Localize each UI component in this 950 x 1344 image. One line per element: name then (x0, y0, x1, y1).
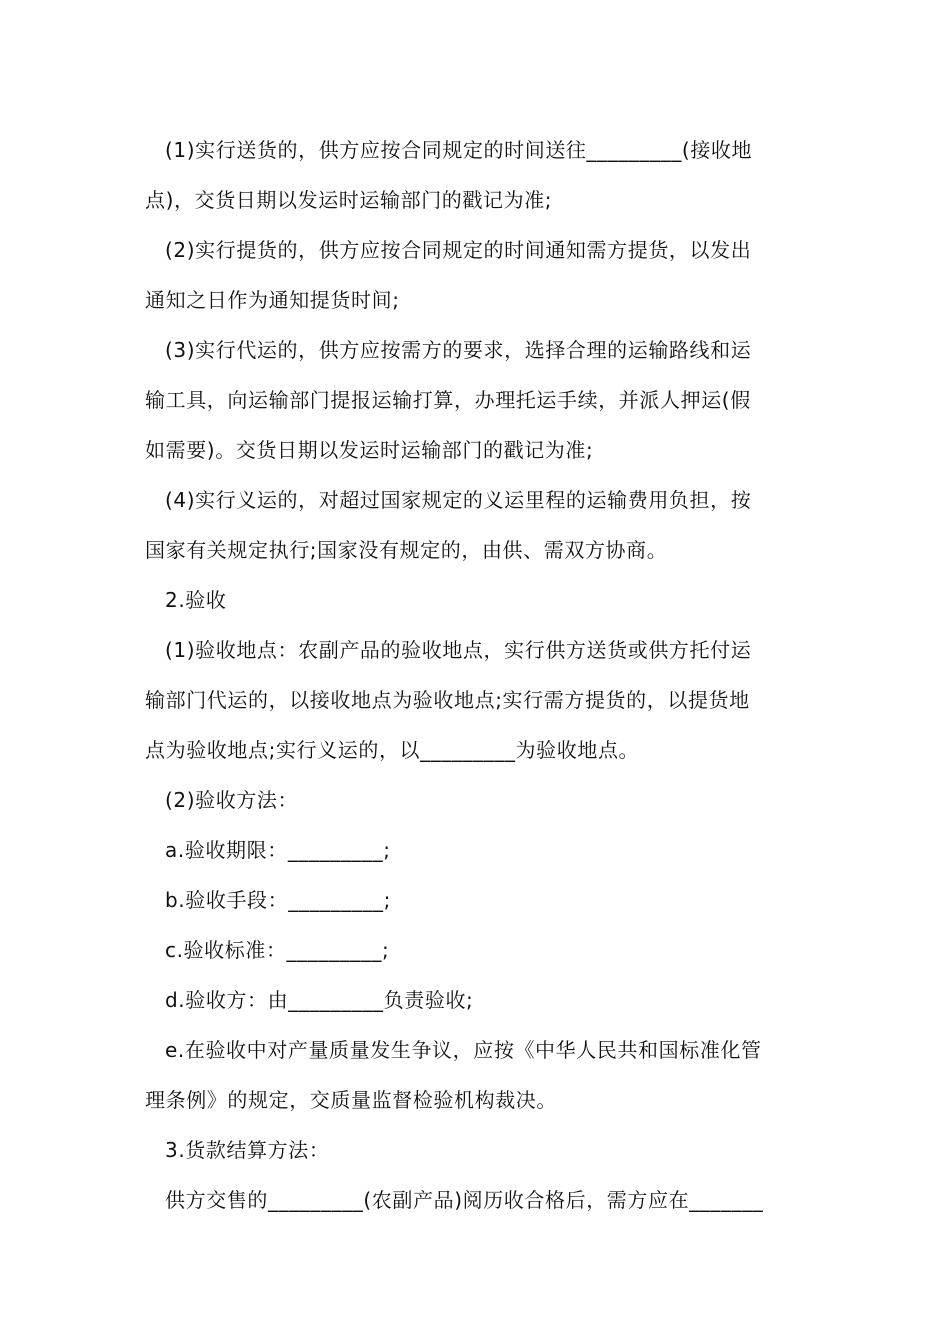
paragraph-line: 输工具，向运输部门提报运输打算，办理托运手续，并派人押运(假 (145, 388, 751, 412)
paragraph-line: 供方交售的_________(农副产品)阅历收合格后，需方应在_______ (165, 1188, 764, 1212)
paragraph-line: 如需要)。交货日期以发运时运输部门的戳记为准; (145, 438, 594, 462)
list-item: b.验收手段：_________; (165, 888, 391, 912)
list-item: c.验收标准：_________; (165, 938, 390, 962)
list-item: e.在验收中对产量质量发生争议，应按《中华人民共和国标准化管 (165, 1038, 762, 1062)
paragraph-line: (2)实行提货的，供方应按合同规定的时间通知需方提货，以发出 (165, 238, 752, 262)
section-heading: 2.验收 (165, 588, 227, 612)
paragraph-line: (2)验收方法： (165, 788, 299, 812)
list-item: d.验收方：由_________负责验收; (165, 988, 474, 1012)
paragraph-line: 理条例》的规定，交质量监督检验机构裁决。 (145, 1088, 557, 1112)
paragraph-line: 通知之日作为通知提货时间; (145, 288, 400, 312)
paragraph-line: (3)实行代运的，供方应按需方的要求，选择合理的运输路线和运 (165, 338, 752, 362)
list-item: a.验收期限：_________; (165, 838, 391, 862)
paragraph-line: 输部门代运的，以接收地点为验收地点;实行需方提货的，以提货地 (145, 688, 750, 712)
paragraph-line: (1)验收地点：农副产品的验收地点，实行供方送货或供方托付运 (165, 638, 752, 662)
section-heading: 3.货款结算方法： (165, 1138, 330, 1162)
paragraph-line: 点为验收地点;实行义运的，以_________为验收地点。 (145, 738, 640, 762)
paragraph-line: 国家有关规定执行;国家没有规定的，由供、需双方协商。 (145, 538, 668, 562)
paragraph-line: 点)，交货日期以发运时运输部门的戳记为准; (145, 188, 553, 212)
paragraph-line: (4)实行义运的，对超过国家规定的义运里程的运输费用负担，按 (165, 488, 752, 512)
paragraph-line: (1)实行送货的，供方应按合同规定的时间送往_________(接收地 (165, 138, 753, 162)
